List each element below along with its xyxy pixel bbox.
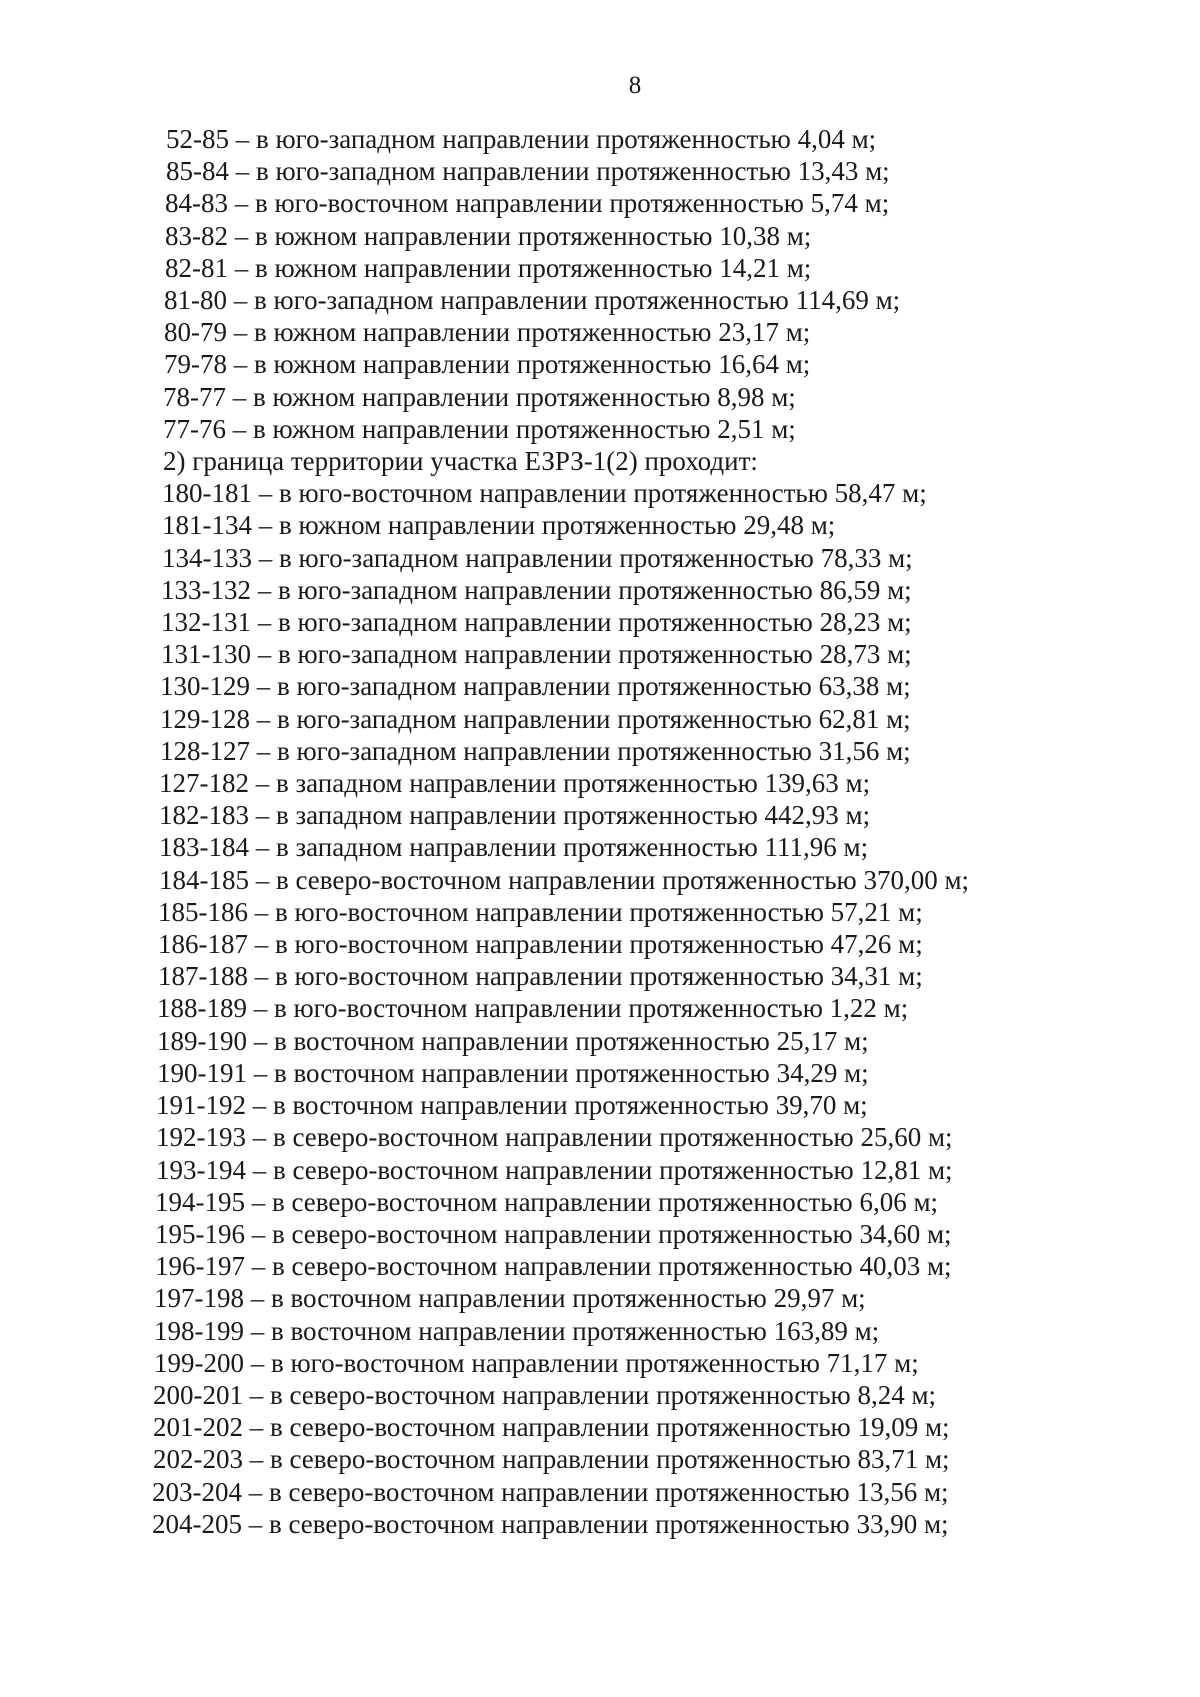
section-heading: 2) граница территории участка ЕЗРЗ-1(2) проходит:	[163, 446, 758, 477]
boundary-segment-line: 84-83 – в юго-восточном направлении протяженностью 5,74 м;	[165, 188, 890, 219]
boundary-segment-line: 134-133 – в юго-западном направлении протяженностью 78,33 м;	[162, 542, 913, 573]
boundary-segment-line: 184-185 – в северо-восточном направлении протяженностью 370,00 м;	[159, 864, 970, 895]
boundary-segment-line: 130-129 – в юго-западном направлении протяженностью 63,38 м;	[160, 671, 911, 702]
page-number: 8	[628, 72, 642, 99]
boundary-segment-line: 194-195 – в северо-восточном направлении протяженностью 6,06 м;	[155, 1186, 939, 1217]
boundary-segment-line: 133-132 – в юго-западном направлении протяженностью 86,59 м;	[161, 574, 912, 605]
boundary-segment-line: 196-197 – в северо-восточном направлении протяженностью 40,03 м;	[155, 1251, 952, 1282]
boundary-segment-line: 193-194 – в северо-восточном направлении протяженностью 12,81 м;	[156, 1154, 953, 1185]
boundary-segment-line: 195-196 – в северо-восточном направлении протяженностью 34,60 м;	[155, 1218, 952, 1249]
boundary-segment-line: 52-85 – в юго-западном направлении протяженностью 4,04 м;	[166, 124, 877, 154]
boundary-segment-line: 80-79 – в южном направлении протяженностью 23,17 м;	[164, 317, 811, 348]
boundary-segment-line: 197-198 – в восточном направлении протяженностью 29,97 м;	[154, 1283, 866, 1314]
boundary-segment-line: 202-203 – в северо-восточном направлении протяженностью 83,71 м;	[153, 1444, 950, 1475]
boundary-segment-line: 180-181 – в юго-восточном направлении протяженностью 58,47 м;	[162, 478, 927, 509]
boundary-segment-line: 79-78 – в южном направлении протяженностью 16,64 м;	[164, 349, 811, 380]
boundary-segment-line: 188-189 – в юго-восточном направлении протяженностью 1,22 м;	[157, 993, 909, 1024]
boundary-segment-line: 78-77 – в южном направлении протяженностью 8,98 м;	[163, 381, 796, 412]
boundary-segment-line: 199-200 – в юго-восточном направлении протяженностью 71,17 м;	[154, 1347, 919, 1378]
boundary-segment-line: 201-202 – в северо-восточном направлении протяженностью 19,09 м;	[153, 1412, 950, 1443]
boundary-segment-line: 190-191 – в восточном направлении протяженностью 34,29 м;	[157, 1057, 869, 1088]
boundary-segment-line: 82-81 – в южном направлении протяженностью 14,21 м;	[165, 252, 812, 283]
boundary-segment-line: 129-128 – в юго-западном направлении протяженностью 62,81 м;	[160, 703, 911, 734]
boundary-segment-line: 181-134 – в южном направлении протяженностью 29,48 м;	[162, 510, 836, 541]
boundary-segment-line: 81-80 – в юго-западном направлении протяженностью 114,69 м;	[164, 285, 901, 316]
boundary-segment-line: 203-204 – в северо-восточном направлении протяженностью 13,56 м;	[152, 1476, 949, 1507]
boundary-segment-line: 85-84 – в юго-западном направлении протяженностью 13,43 м;	[166, 156, 890, 187]
boundary-segment-line: 83-82 – в южном направлении протяженностью 10,38 м;	[165, 220, 812, 251]
boundary-segment-line: 204-205 – в северо-восточном направлении протяженностью 33,90 м;	[152, 1508, 949, 1539]
boundary-description-list	[152, 123, 1180, 1540]
boundary-segment-line: 127-182 – в западном направлении протяженностью 139,63 м;	[159, 768, 871, 799]
boundary-segment-line: 131-130 – в юго-западном направлении протяженностью 28,73 м;	[161, 639, 912, 670]
boundary-segment-line: 192-193 – в северо-восточном направлении протяженностью 25,60 м;	[156, 1122, 953, 1153]
boundary-segment-line: 187-188 – в юго-восточном направлении протяженностью 34,31 м;	[158, 961, 923, 992]
boundary-segment-line: 200-201 – в северо-восточном направлении протяженностью 8,24 м;	[153, 1379, 937, 1410]
boundary-segment-line: 186-187 – в юго-восточном направлении протяженностью 47,26 м;	[158, 929, 923, 960]
boundary-segment-line: 182-183 – в западном направлении протяженностью 442,93 м;	[159, 800, 871, 831]
boundary-segment-line: 128-127 – в юго-западном направлении протяженностью 31,56 м;	[160, 735, 911, 766]
boundary-segment-line: 191-192 – в восточном направлении протяженностью 39,70 м;	[156, 1090, 868, 1121]
boundary-segment-line: 189-190 – в восточном направлении протяженностью 25,17 м;	[157, 1025, 869, 1056]
boundary-segment-line: 183-184 – в западном направлении протяженностью 111,96 м;	[159, 832, 869, 863]
boundary-segment-line: 185-186 – в юго-восточном направлении протяженностью 57,21 м;	[158, 896, 923, 927]
boundary-segment-line: 198-199 – в восточном направлении протяженностью 163,89 м;	[154, 1315, 880, 1346]
boundary-segment-line: 132-131 – в юго-западном направлении протяженностью 28,23 м;	[161, 607, 912, 638]
boundary-segment-line: 77-76 – в южном направлении протяженностью 2,51 м;	[163, 413, 796, 444]
